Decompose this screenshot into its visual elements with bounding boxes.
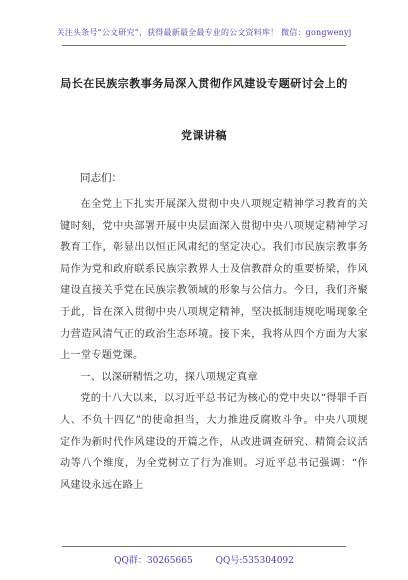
- footer-qq-group: QQ群：30265665: [114, 556, 193, 566]
- footer-divider: [62, 546, 346, 547]
- body-paragraph-section1: 党的十八大以来，以习近平总书记为核心的党中央以“得罪千百人、不负十四亿”的使命担当，大力推进反腐败斗争。中央八项规定作为新时代作风建设的开篇之作，从改进调查研究、精简会议活动等八个维度，为全党树立了行为准则。习近平总书记强调：“作风建设永远在路上: [60, 393, 368, 491]
- header-divider: [62, 45, 346, 46]
- section-heading-1: 一、以深研精悟之功，探八项规定真章: [80, 371, 258, 383]
- body-paragraph-intro: 在全党上下扎实开展深入贯彻中央八项规定精神学习教育的关键时刻，党中央部署开展中央层面深入贯彻中央八项规定精神学习教育工作，彰显出以恒正风肃纪的坚定决心。我们市民族宗教事务局作为党和政府联系民族宗教界人士及信教群众的重要桥梁，作风建设直接关乎党在民族宗教领域的形象与公信力。今日，我们齐聚于此，旨在深入贯彻中央八项规定精神，坚决抵制违规吃喝现象全力营造风清气正的政治生态环境。接下来，我将从四个方面为大家上一堂专题党课。: [60, 199, 368, 362]
- salutation: 同志们：: [80, 172, 122, 184]
- document-title-line2: 党课讲稿: [181, 129, 227, 142]
- document-title-line1: 局长在民族宗教事务局深入贯彻作风建设专题研讨会上的: [60, 77, 348, 90]
- header-banner: 关注头条号“公文研究”，获得最新最全最专业的公文资料库！ 微信：gongwenyj: [56, 28, 352, 37]
- footer-qq-number: QQ号:535304092: [215, 556, 294, 566]
- footer: [0, 553, 408, 566]
- document-body: [60, 194, 368, 496]
